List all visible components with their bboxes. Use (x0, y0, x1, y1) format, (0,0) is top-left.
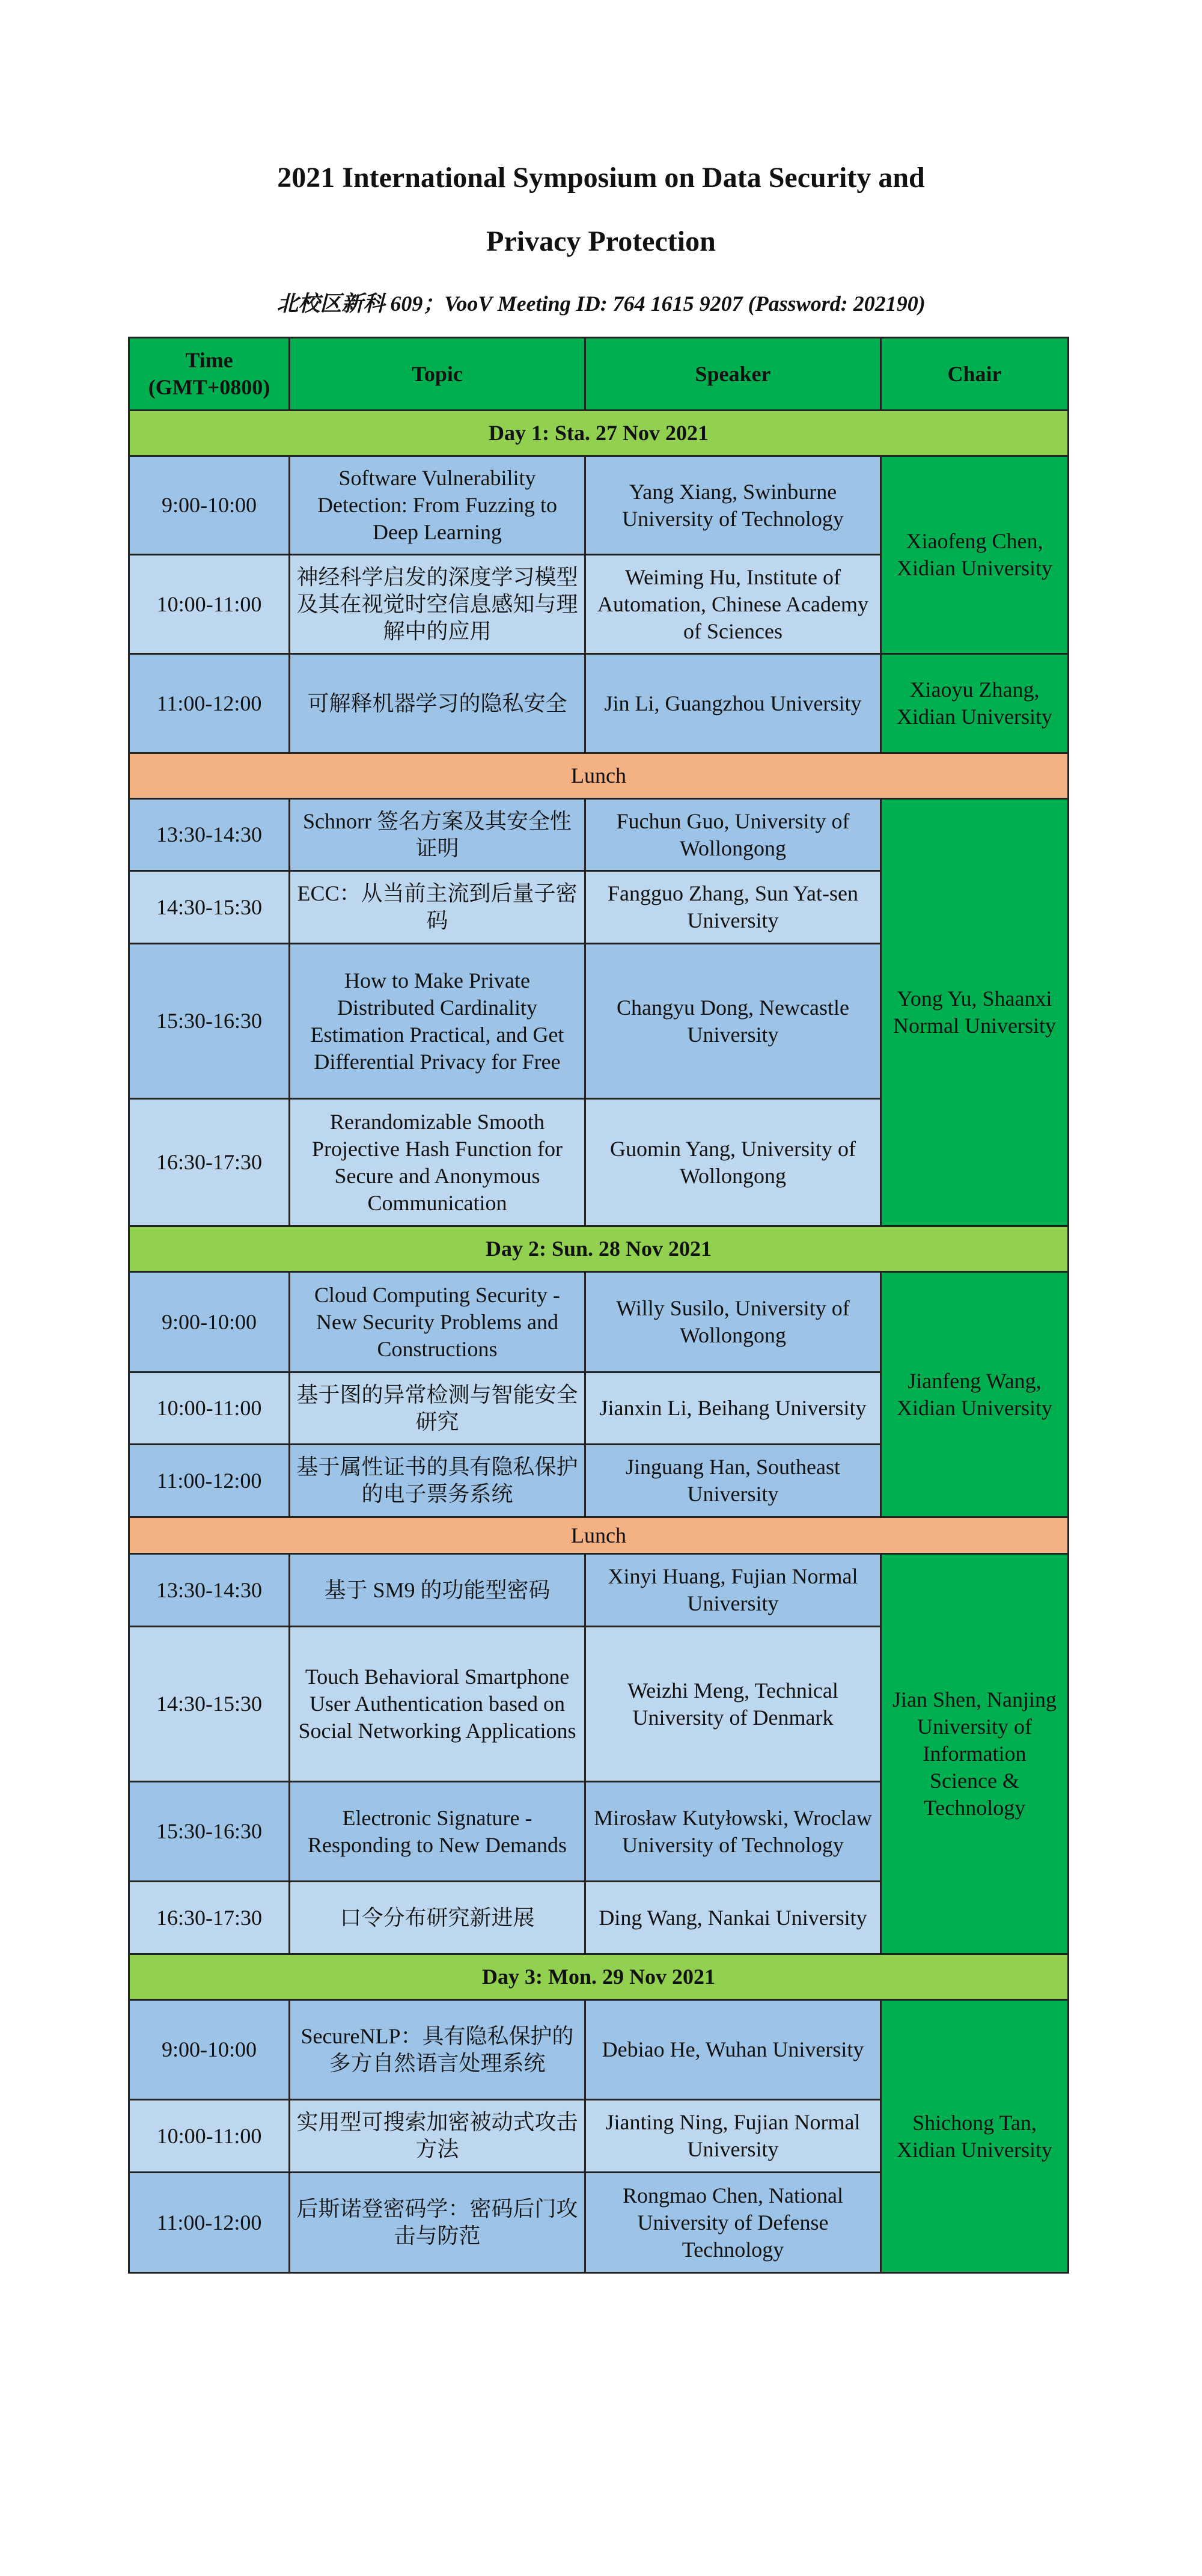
session-time: 9:00-10:00 (129, 456, 290, 555)
session-speaker: Jianting Ning, Fujian Normal University (585, 2100, 881, 2173)
lunch-row (129, 753, 1069, 799)
session-time: 9:00-10:00 (129, 1272, 290, 1372)
session-speaker: Weizhi Meng, Technical University of Denmark (585, 1627, 881, 1782)
column-header-chair: Chair (881, 338, 1069, 411)
session-topic: How to Make Private Distributed Cardinality Estimation Practical, and Get Differential Privacy for Free (290, 944, 585, 1099)
session-topic: 可解释机器学习的隐私安全 (290, 654, 585, 753)
page-title-line2: Privacy Protection (486, 225, 716, 257)
session-topic: 基于图的异常检测与智能安全研究 (290, 1372, 585, 1445)
session-topic: SecureNLP：具有隐私保护的多方自然语言处理系统 (290, 2000, 585, 2100)
session-speaker: Debiao He, Wuhan University (585, 2000, 881, 2100)
column-header-speaker: Speaker (585, 338, 881, 411)
session-speaker: Mirosław Kutyłowski, Wroclaw University of Technology (585, 1782, 881, 1882)
session-row (129, 1554, 1069, 1627)
session-speaker: Ding Wang, Nankai University (585, 1882, 881, 1954)
session-topic: 口令分布研究新进展 (290, 1882, 585, 1954)
day-header-row (129, 411, 1069, 456)
session-speaker: Xinyi Huang, Fujian Normal University (585, 1554, 881, 1627)
session-topic: 实用型可搜索加密被动式攻击方法 (290, 2100, 585, 2173)
session-topic: 基于属性证书的具有隐私保护的电子票务系统 (290, 1445, 585, 1517)
session-speaker: Guomin Yang, University of Wollongong (585, 1099, 881, 1226)
session-time: 14:30-15:30 (129, 871, 290, 944)
session-chair: Yong Yu, Shaanxi Normal University (881, 799, 1069, 1226)
header-row (129, 338, 1069, 411)
session-speaker: Rongmao Chen, National University of Defense Technology (585, 2173, 881, 2273)
session-topic: Touch Behavioral Smartphone User Authentication based on Social Networking Applications (290, 1627, 585, 1782)
day-header-row (129, 1954, 1069, 2000)
day2-title: Day 2: Sun. 28 Nov 2021 (129, 1226, 1069, 1272)
session-speaker: Jin Li, Guangzhou University (585, 654, 881, 753)
session-time: 10:00-11:00 (129, 555, 290, 654)
column-header-time: Time (GMT+0800) (129, 338, 290, 411)
session-speaker: Fangguo Zhang, Sun Yat-sen University (585, 871, 881, 944)
session-chair: Jianfeng Wang, Xidian University (881, 1272, 1069, 1517)
session-time: 13:30-14:30 (129, 799, 290, 871)
session-speaker: Jinguang Han, Southeast University (585, 1445, 881, 1517)
lunch-label: Lunch (129, 753, 1069, 799)
session-speaker: Changyu Dong, Newcastle University (585, 944, 881, 1099)
session-topic: 神经科学启发的深度学习模型及其在视觉时空信息感知与理解中的应用 (290, 555, 585, 654)
session-time: 16:30-17:30 (129, 1882, 290, 1954)
session-topic: 后斯诺登密码学：密码后门攻击与防范 (290, 2173, 585, 2273)
session-speaker: Yang Xiang, Swinburne University of Technology (585, 456, 881, 555)
session-time: 11:00-12:00 (129, 2173, 290, 2273)
session-speaker: Fuchun Guo, University of Wollongong (585, 799, 881, 871)
lunch-label: Lunch (129, 1517, 1069, 1554)
session-time: 16:30-17:30 (129, 1099, 290, 1226)
session-time: 14:30-15:30 (129, 1627, 290, 1782)
day-header-row (129, 1226, 1069, 1272)
session-time: 10:00-11:00 (129, 1372, 290, 1445)
session-topic: Cloud Computing Security - New Security Problems and Constructions (290, 1272, 585, 1372)
session-topic: Rerandomizable Smooth Projective Hash Function for Secure and Anonymous Communication (290, 1099, 585, 1226)
session-topic: Electronic Signature - Responding to New Demands (290, 1782, 585, 1882)
session-chair: Shichong Tan, Xidian University (881, 2000, 1069, 2273)
session-time: 13:30-14:30 (129, 1554, 290, 1627)
session-time: 15:30-16:30 (129, 944, 290, 1099)
session-time: 9:00-10:00 (129, 2000, 290, 2100)
venue-subtitle: 北校区新科 609；VooV Meeting ID: 764 1615 9207 (Password: 202190) (276, 292, 926, 316)
session-time: 15:30-16:30 (129, 1782, 290, 1882)
session-topic: 基于 SM9 的功能型密码 (290, 1554, 585, 1627)
page-title-line1: 2021 International Symposium on Data Security and (277, 162, 925, 194)
session-chair: Xiaoyu Zhang, Xidian University (881, 654, 1069, 753)
session-chair: Xiaofeng Chen, Xidian University (881, 456, 1069, 654)
session-row (129, 1272, 1069, 1372)
session-time: 11:00-12:00 (129, 654, 290, 753)
session-topic: ECC：从当前主流到后量子密码 (290, 871, 585, 944)
session-time: 10:00-11:00 (129, 2100, 290, 2173)
session-topic: Software Vulnerability Detection: From Fuzzing to Deep Learning (290, 456, 585, 555)
lunch-row (129, 1517, 1069, 1554)
session-row (129, 456, 1069, 555)
day3-title: Day 3: Mon. 29 Nov 2021 (129, 1954, 1069, 2000)
session-speaker: Jianxin Li, Beihang University (585, 1372, 881, 1445)
session-time: 11:00-12:00 (129, 1445, 290, 1517)
session-row (129, 2000, 1069, 2100)
column-header-topic: Topic (290, 338, 585, 411)
day1-title: Day 1: Sta. 27 Nov 2021 (129, 411, 1069, 456)
session-row (129, 799, 1069, 871)
session-speaker: Weiming Hu, Institute of Automation, Chinese Academy of Sciences (585, 555, 881, 654)
session-row (129, 654, 1069, 753)
schedule-table (128, 337, 1069, 2274)
session-chair: Jian Shen, Nanjing University of Information Science & Technology (881, 1554, 1069, 1954)
session-topic: Schnorr 签名方案及其安全性证明 (290, 799, 585, 871)
session-speaker: Willy Susilo, University of Wollongong (585, 1272, 881, 1372)
